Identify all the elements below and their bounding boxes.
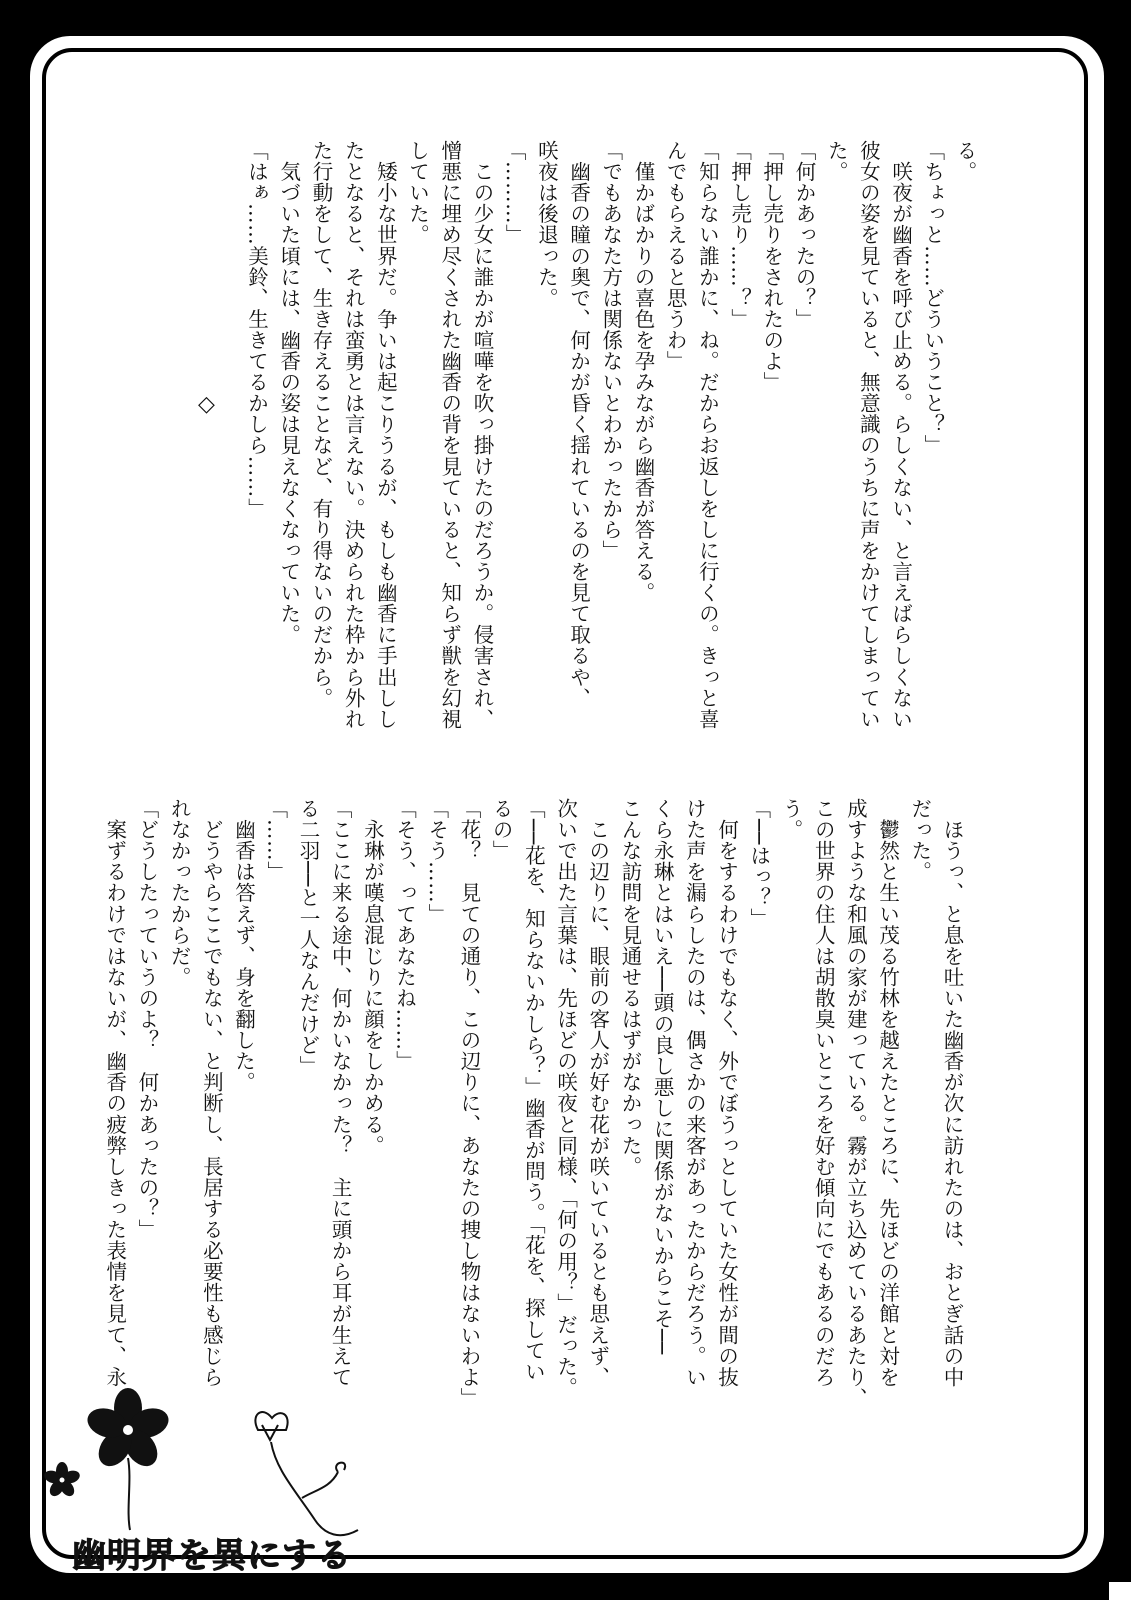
text-line: 僅かばかりの喜色を孕みながら幽香が答える。: [630, 140, 655, 604]
text-line: るの」: [489, 798, 514, 862]
text-line: 「押し売りをされたのよ」: [759, 140, 784, 393]
text-line: だった。: [907, 798, 932, 883]
text-line: けた声を漏らしたのは、偶さかの来客があったからだろう。い: [682, 798, 707, 1388]
text-line: る二羽──と一人なんだけど」: [295, 798, 320, 1077]
scene-separator: ◇: [198, 392, 215, 417]
text-line: していた。: [405, 140, 430, 246]
text-line: 「どうしたっていうのよ？ 何かあったの？」: [134, 798, 159, 1241]
text-line: た。: [824, 140, 849, 183]
text-line: 案ずるわけではないが、幽香の疲弊しきった表情を見て、永: [102, 798, 127, 1388]
text-line: この世界の住人は胡散臭いところを好む傾向にでもあるのだろ: [811, 798, 836, 1388]
text-line: 「押し売り……？」: [727, 140, 752, 330]
text-line: 「知らない誰かに、ね。だからお返しをしに行くの。きっと喜: [695, 140, 720, 730]
text-line: 「──花を、知らないかしら？」幽香が問う。「花を、探してい: [521, 798, 546, 1382]
text-line: 憎悪に埋め尽くされた幽香の背を見ていると、知らず獣を幻視: [437, 140, 462, 730]
text-line: 彼女の姿を見ていると、無意識のうちに声をかけてしまってい: [856, 140, 881, 730]
page-edge-tab: [1109, 1582, 1131, 1600]
text-line: 矮小な世界だ。争いは起こりうるが、もしも幽香に手出しし: [373, 140, 398, 730]
text-line: 「ちょっと……どういうこと？」: [920, 140, 945, 456]
text-line: 「──はっ？」: [746, 798, 771, 930]
text-line: 永琳が嘆息混じりに顔をしかめる。: [360, 798, 385, 1156]
text-line: この辺りに、眼前の客人が好む花が咲いているとも思えず、: [585, 798, 610, 1388]
text-line: この少女に誰かが喧嘩を吹っ掛けたのだろうか。侵害され、: [469, 140, 494, 730]
text-line: 次いで出た言葉は、先ほどの咲夜と同様、「何の用？」だった。: [553, 798, 578, 1399]
text-line: どうやらここでもない、と判断し、長居する必要性も感じら: [199, 798, 224, 1388]
text-line: 「………」: [502, 140, 527, 246]
text-line: ほうっ、と息を吐いた幽香が次に訪れたのは、おとぎ話の中: [940, 798, 964, 1388]
text-line: た行動をして、生き存えることなど、有り得ないのだから。: [308, 140, 333, 709]
text-line: る。: [953, 140, 977, 183]
text-line: れなかったからだ。: [167, 798, 192, 988]
text-line: 幽香の瞳の奥で、何かが昏く揺れているのを見て取るや、: [566, 140, 591, 709]
text-line: 「……」: [263, 798, 288, 883]
text-line: 幽香は答えず、身を翻した。: [231, 798, 256, 1093]
text-line: 咲夜は後退った。: [534, 140, 559, 309]
text-line: くら永琳とはいえ──頭の良し悪しに関係がないからこそ──: [650, 798, 675, 1355]
text-line: 「花？ 見ての通り、この辺りに、あなたの捜し物はないわよ」: [456, 798, 481, 1409]
text-line: 「何かあったの？」: [791, 140, 816, 330]
text-line: んでもらえると思うわ」: [663, 140, 688, 372]
text-line: 咲夜が幽香を呼び止める。らしくない、と言えばらしくない: [888, 140, 913, 730]
text-line: 何をするわけでもなく、外でぼうっとしていた女性が間の抜: [714, 798, 739, 1388]
text-line: 「はぁ……美鈴、生きてるかしら……」: [244, 140, 269, 519]
text-line: こんな訪問を見通せるはずがなかった。: [617, 798, 642, 1177]
book-title: 幽明界を異にする: [72, 1536, 352, 1576]
text-line: 「そう、ってあなたね……」: [392, 798, 417, 1072]
text-line: たとなると、それは蛮勇とは言えない。決められた枠から外れ: [341, 140, 366, 730]
text-line: う。: [778, 798, 803, 841]
text-line: 成すような和風の家が建っている。霧が立ち込めているあたり、: [843, 798, 868, 1409]
text-line: 「そう……」: [424, 798, 449, 925]
bottom-text-block: [99, 798, 968, 1409]
text-line: 鬱然と生い茂る竹林を越えたところに、先ほどの洋館と対を: [875, 798, 900, 1388]
text-line: 「でもあなた方は関係ないとわかったから」: [598, 140, 623, 561]
text-line: 「ここに来る途中、何かいなかった？ 主に頭から耳が生えて: [328, 798, 353, 1388]
top-text-block: [240, 140, 981, 730]
text-line: 気づいた頃には、幽香の姿は見えなくなっていた。: [276, 140, 301, 646]
